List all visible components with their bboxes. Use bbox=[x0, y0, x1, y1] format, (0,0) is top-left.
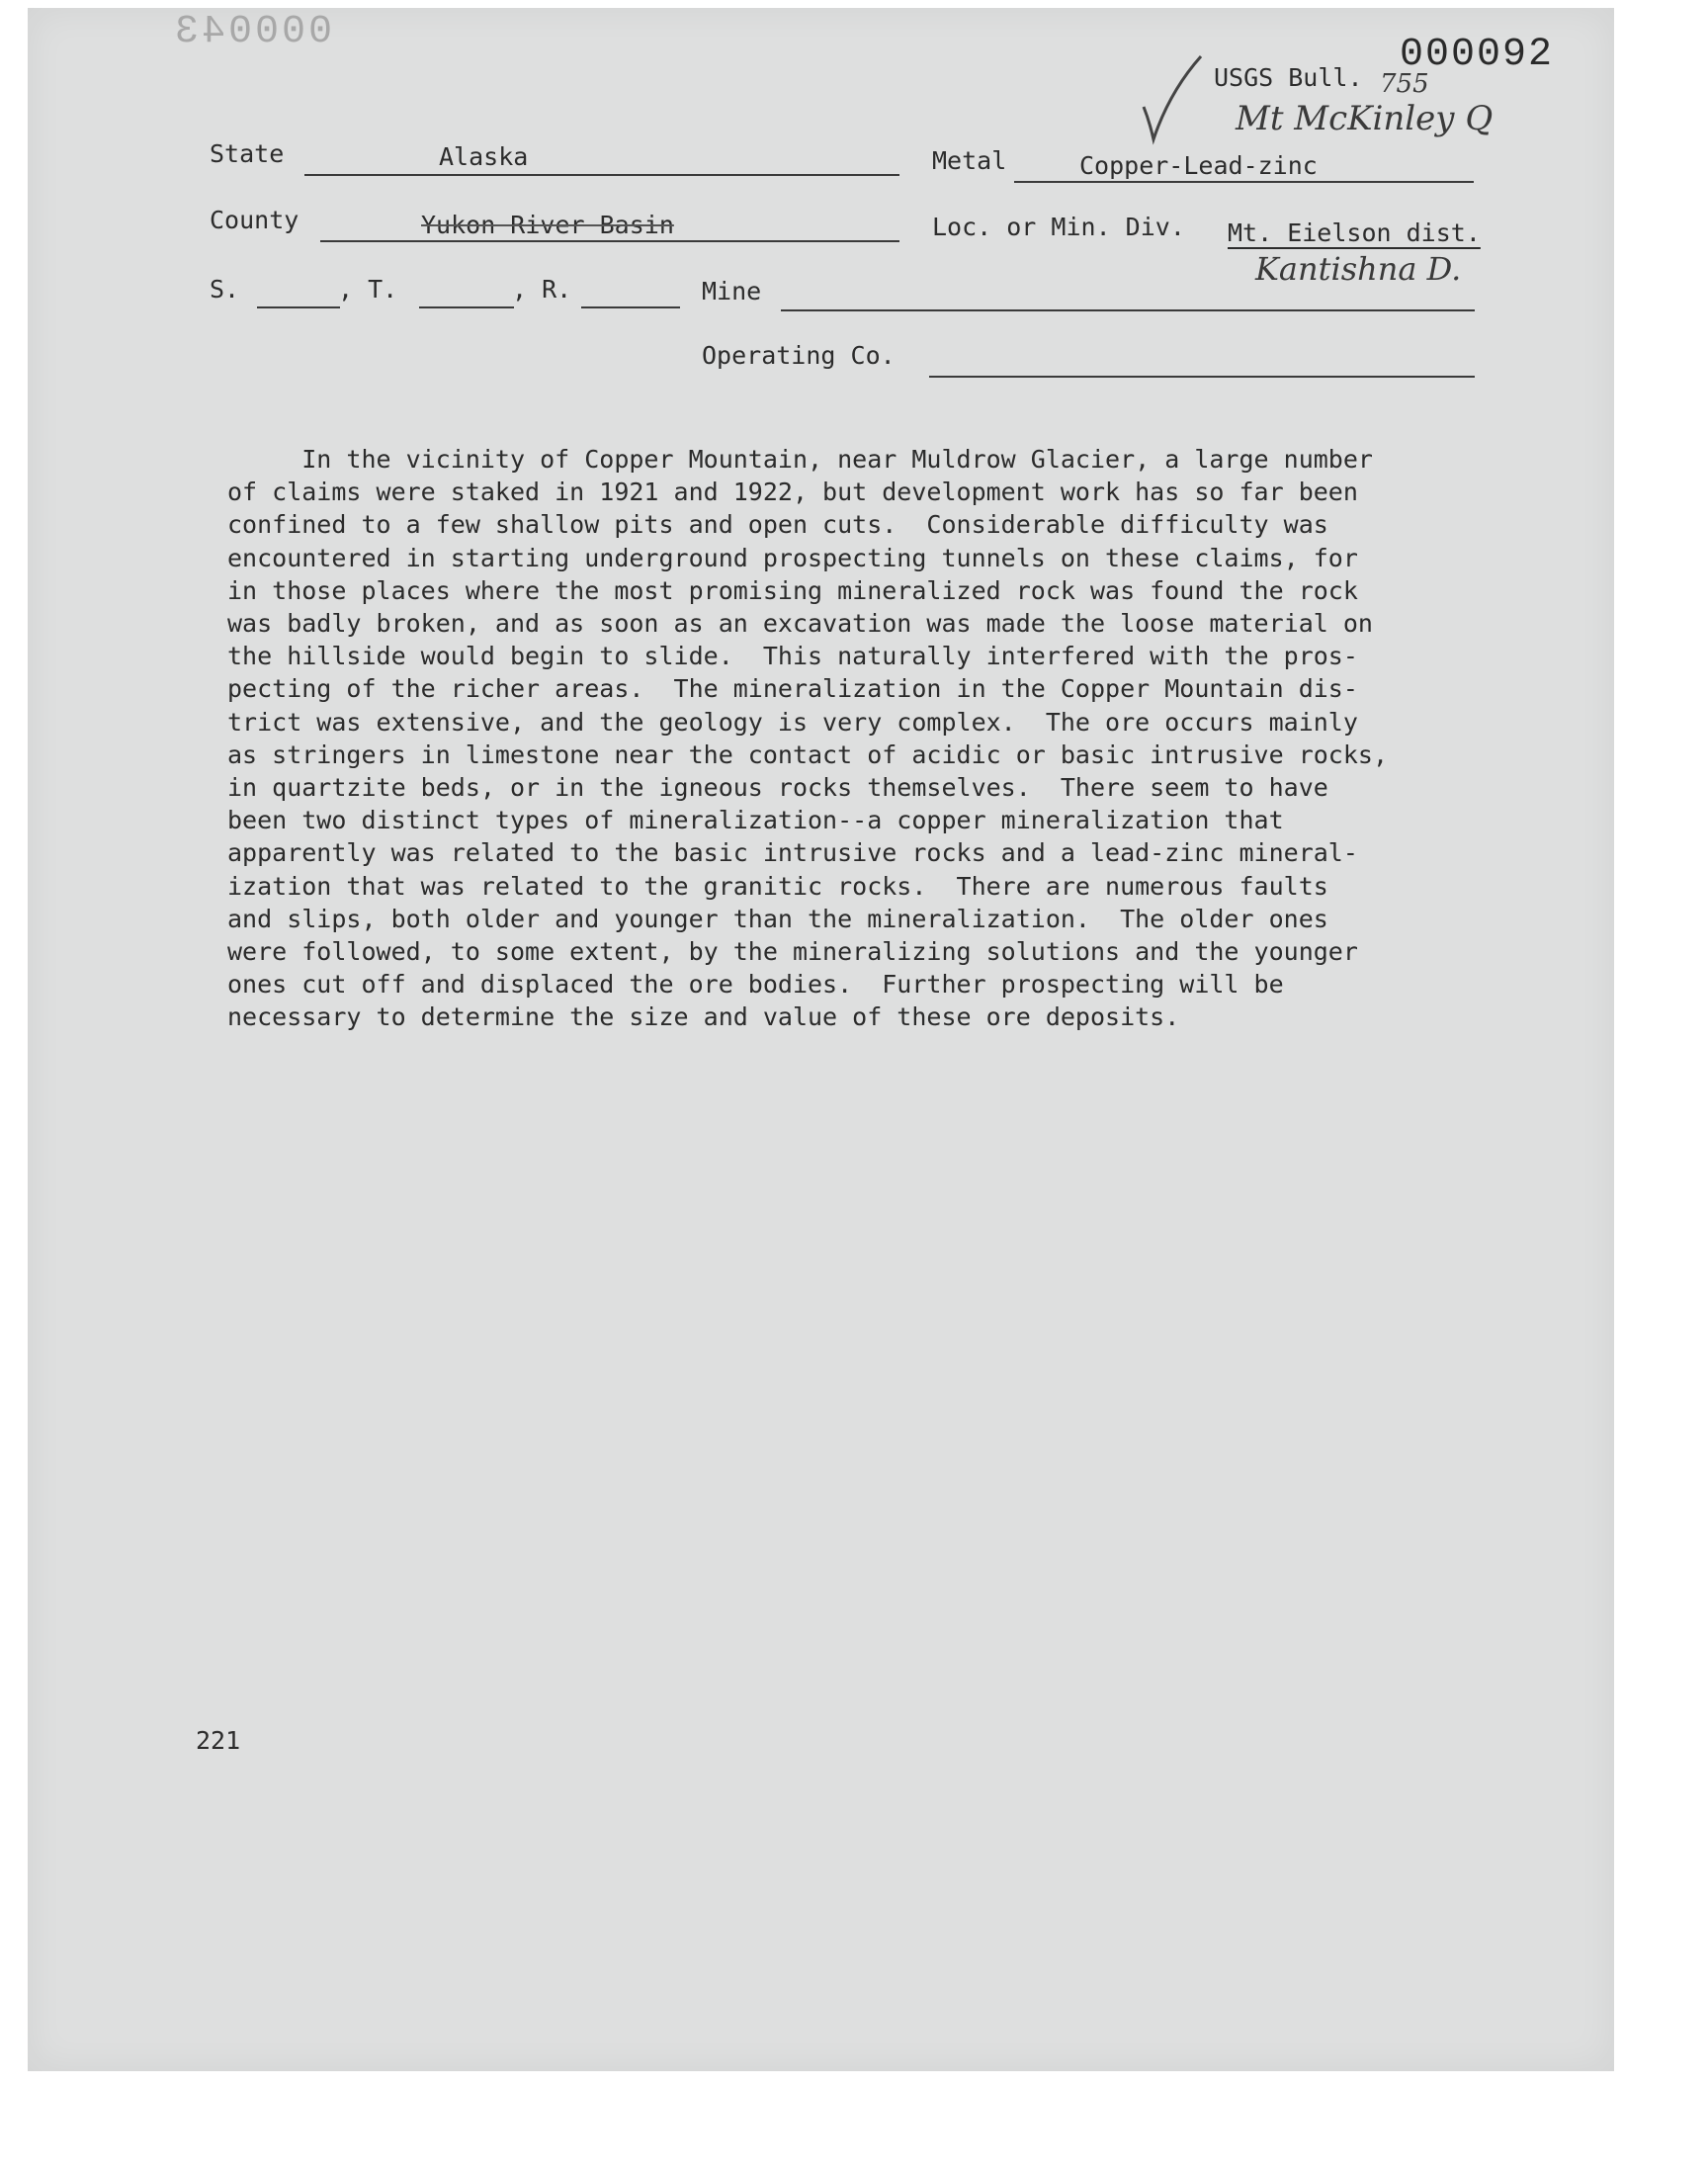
township-label: , T. bbox=[338, 275, 398, 304]
body-line: was badly broken, and as soon as an excavation was made the loose material on bbox=[227, 609, 1373, 639]
body-line: of claims were staked in 1921 and 1922, but development work has so far been bbox=[227, 478, 1358, 507]
body-line: trict was extensive, and the geology is very complex. The ore occurs mainly bbox=[227, 707, 1358, 737]
body-paragraph bbox=[227, 443, 1522, 1034]
body-line: were followed, to some extent, by the mineralizing solutions and the younger bbox=[227, 937, 1358, 967]
mine-underline bbox=[781, 309, 1475, 311]
body-line: apparently was related to the basic intrusive rocks and a lead-zinc mineral- bbox=[227, 838, 1358, 868]
loc-label: Loc. or Min. Div. bbox=[932, 213, 1185, 241]
body-line: the hillside would begin to slide. This naturally interfered with the pros- bbox=[227, 642, 1358, 671]
section-underline bbox=[257, 306, 340, 308]
body-line: and slips, both older and younger than the mineralization. The older ones bbox=[227, 904, 1328, 933]
section-label: S. bbox=[210, 275, 240, 304]
page-number: 221 bbox=[196, 1726, 241, 1755]
body-line: necessary to determine the size and value of these ore deposits. bbox=[227, 1002, 1180, 1032]
township-underline bbox=[419, 306, 514, 308]
county-value: Yukon River Basin bbox=[421, 211, 674, 239]
bulletin-number: 755 bbox=[1380, 69, 1429, 99]
state-value: Alaska bbox=[439, 142, 529, 171]
metal-label: Metal bbox=[932, 146, 1007, 175]
range-underline bbox=[581, 306, 680, 308]
county-label: County bbox=[210, 206, 299, 234]
body-line: as stringers in limestone near the contact of acidic or basic intrusive rocks, bbox=[227, 740, 1388, 769]
body-line: encountered in starting underground prospecting tunnels on these claims, for bbox=[227, 543, 1358, 572]
operating-label: Operating Co. bbox=[702, 341, 896, 370]
county-underline bbox=[320, 240, 899, 242]
body-line: pecting of the richer areas. The mineralization in the Copper Mountain dis- bbox=[227, 674, 1358, 704]
metal-value: Copper-Lead-zinc bbox=[1079, 151, 1318, 180]
document-sheet bbox=[28, 8, 1614, 2071]
body-line: ones cut off and displaced the ore bodies. Further prospecting will be bbox=[227, 970, 1284, 1000]
mine-label: Mine bbox=[702, 277, 762, 305]
body-line: in those places where the most promising mineralized rock was found the rock bbox=[227, 575, 1358, 605]
stamp-number: 000092 bbox=[1400, 33, 1555, 77]
metal-underline bbox=[1014, 181, 1474, 183]
faint-stamp-number: 000043 bbox=[172, 10, 333, 54]
body-line: In the vicinity of Copper Mountain, near Muldrow Glacier, a large number bbox=[227, 445, 1373, 474]
body-line: ization that was related to the granitic rocks. There are numerous faults bbox=[227, 871, 1328, 901]
operating-underline bbox=[929, 376, 1475, 378]
body-line: confined to a few shallow pits and open cuts. Considerable difficulty was bbox=[227, 510, 1328, 540]
state-label: State bbox=[210, 139, 285, 168]
bulletin-label: USGS Bull. bbox=[1214, 63, 1363, 92]
loc-value: Mt. Eielson dist. bbox=[1228, 218, 1481, 247]
handwritten-district: Kantishna D. bbox=[1255, 250, 1462, 288]
body-line: in quartzite beds, or in the igneous rocks themselves. There seem to have bbox=[227, 773, 1328, 803]
range-label: , R. bbox=[512, 275, 572, 304]
check-mark-icon bbox=[1140, 52, 1219, 146]
body-line: been two distinct types of mineralization--a copper mineralization that bbox=[227, 806, 1284, 835]
state-underline bbox=[304, 174, 899, 176]
handwritten-quadrangle: Mt McKinley Q bbox=[1236, 99, 1494, 138]
